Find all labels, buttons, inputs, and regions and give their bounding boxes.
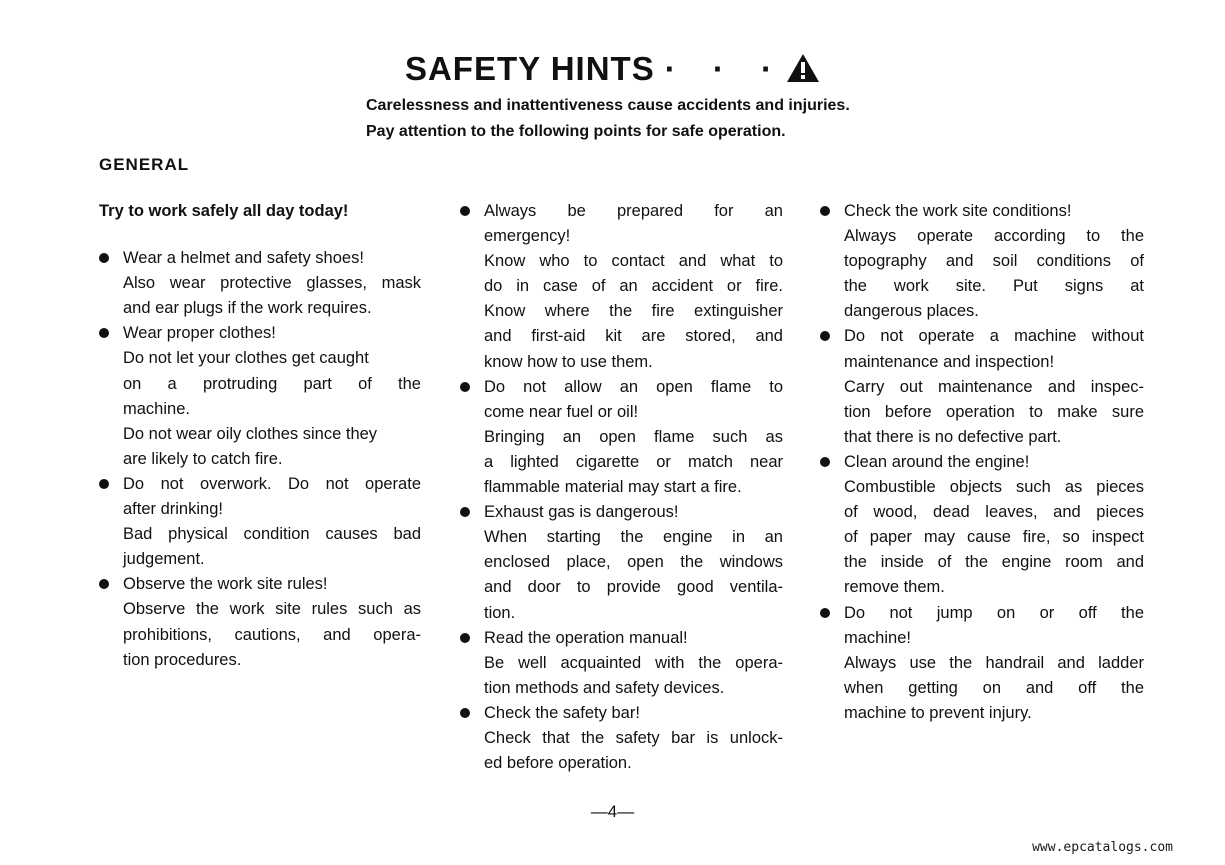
hint-line: and first-aid kit are stored, and [484,327,783,346]
hint-item [460,500,783,625]
bullet-icon [99,328,109,338]
hint-heading: Wear proper clothes! [123,324,276,343]
hint-heading: Wear a helmet and safety shoes! [123,249,364,268]
hint-list [99,246,421,673]
hint-list [820,199,1144,726]
hint-line: are likely to catch fire. [123,449,283,468]
hint-item [99,472,421,572]
hint-line: Know where the fire extinguisher [484,302,783,321]
hint-heading: Observe the work site rules! [123,575,328,594]
bullet-icon [820,206,830,216]
hint-heading: Read the operation manual! [484,628,688,647]
hint-line: when getting on and off the [844,678,1144,697]
hint-item [99,246,421,321]
hint-item [820,199,1144,324]
subtitle-line: Pay attention to the following points for safe operation. [366,123,786,140]
hint-line: Do not wear oily clothes since they [123,424,378,443]
hint-heading: Clean around the engine! [844,452,1030,471]
subtitle-line: Carelessness and inattentiveness cause accidents and injuries. [366,97,850,114]
bullet-icon [820,331,830,341]
bullet-icon [460,507,470,517]
hint-line: Bringing an open flame such as [484,427,783,446]
subtitle [366,93,850,145]
warning-triangle-icon [786,53,820,91]
page-title [0,50,1225,91]
hint-heading: Always be prepared for an [484,202,783,220]
hint-line: Also wear protective glasses, mask [123,274,421,293]
hint-line: the inside of the engine room and [844,553,1144,572]
hint-line: and door to provide good ventila- [484,578,783,597]
hint-line: tion methods and safety devices. [484,678,725,697]
hint-item [820,324,1144,449]
hint-line: on a protruding part of the [123,374,421,393]
bullet-icon [460,708,470,718]
hint-line: know how to use them. [484,352,653,371]
hint-line: judgement. [123,550,205,569]
hint-heading: Do not allow an open flame to [484,377,783,396]
hint-line: prohibitions, cautions, and opera- [123,625,421,644]
bullet-icon [99,479,109,489]
hint-item [820,450,1144,601]
hint-heading: Check the work site conditions! [844,202,1072,220]
hint-line: Check that the safety bar is unlock- [484,728,783,747]
hint-line: Be well acquainted with the opera- [484,653,783,672]
hint-item [99,321,421,472]
hint-line: dangerous places. [844,302,979,321]
bullet-icon [820,457,830,467]
column-1 [99,199,421,673]
hint-line: and ear plugs if the work requires. [123,299,372,318]
hint-line: the work site. Put signs at [844,277,1144,296]
column-lead: Try to work safely all day today! [99,202,349,220]
hint-line: that there is no defective part. [844,427,1062,446]
hint-line: Combustible objects such as pieces [844,478,1144,497]
hint-heading: Do not jump on or off the [844,603,1144,622]
bullet-icon [820,608,830,618]
hint-line: a lighted cigarette or match near [484,452,783,471]
hint-line: machine! [844,628,911,647]
hint-line: emergency! [484,227,571,246]
hint-item [99,572,421,672]
hint-item [460,701,783,776]
hint-line: Do not let your clothes get caught [123,349,369,368]
hint-item [820,601,1144,726]
hint-line: of paper may cause fire, so inspect [844,528,1144,547]
hint-line: machine to prevent injury. [844,703,1032,722]
hint-line: maintenance and inspection! [844,352,1055,371]
hint-line: tion before operation to make sure [844,402,1144,421]
bullet-icon [460,382,470,392]
hint-line: Bad physical condition causes bad [123,525,421,544]
hint-line: come near fuel or oil! [484,402,639,421]
bullet-icon [460,206,470,216]
bullet-icon [99,579,109,589]
hint-line: Always use the handrail and ladder [844,653,1144,672]
hint-line: tion. [484,603,516,622]
hint-line: Always operate according to the [844,227,1144,246]
hint-heading: Do not overwork. Do not operate [123,474,421,493]
hint-item [460,199,783,375]
hint-line: Know who to contact and what to [484,252,783,271]
bullet-icon [99,253,109,263]
bullet-icon [460,633,470,643]
hint-line: ed before operation. [484,754,632,773]
hint-line: Observe the work site rules such as [123,600,421,619]
hint-heading: Exhaust gas is dangerous! [484,503,679,522]
hint-line: enclosed place, open the windows [484,553,783,572]
hint-list [460,199,783,776]
title-text: SAFETY HINTS [404,50,655,87]
column-3 [820,199,1144,726]
hint-item [460,375,783,500]
hint-line: after drinking! [123,500,223,519]
hint-line: tion procedures. [123,650,242,669]
hint-heading: Do not operate a machine without [844,327,1144,346]
page-number: —4— [590,802,635,821]
title-dots: · · · [664,50,787,87]
watermark: www.epcatalogs.com [1032,840,1173,855]
section-title-general: GENERAL [99,155,190,174]
hint-line: remove them. [844,578,945,597]
hint-line: When starting the engine in an [484,528,783,547]
column-2 [460,199,783,776]
hint-line: machine. [123,399,190,418]
hint-line: Carry out maintenance and inspec- [844,377,1144,396]
hint-line: of wood, dead leaves, and pieces [844,503,1144,522]
hint-heading: Check the safety bar! [484,703,640,722]
hint-item [460,626,783,701]
hint-line: flammable material may start a fire. [484,478,742,497]
hint-line: do in case of an accident or fire. [484,277,783,296]
hint-line: topography and soil conditions of [844,252,1144,271]
